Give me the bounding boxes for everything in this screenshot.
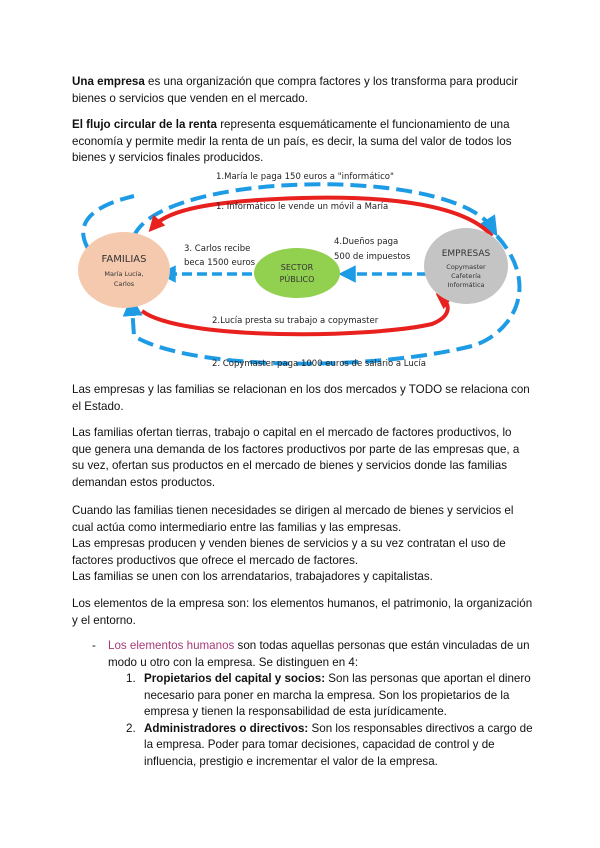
duenos-impuestos-line-1: 4.Dueños paga xyxy=(334,237,399,247)
elementos-list xyxy=(72,638,534,770)
empresas-member-2: Cafetería xyxy=(451,272,481,280)
list-item-elementos-humanos xyxy=(72,638,534,770)
elementos-humanos-sublist xyxy=(108,671,534,770)
list-dash: - xyxy=(92,639,96,652)
sublist-number: 1. xyxy=(126,672,136,685)
sublist-number: 2. xyxy=(126,721,136,735)
familias-members-1: María Lucía, xyxy=(104,270,144,278)
flujo-term: El flujo circular de la renta xyxy=(72,118,217,131)
sublist-item-administradores xyxy=(108,721,534,771)
paragraph-familias-ofertan: Las familias ofertan tierras, trabajo o capital en el mercado de factores productivos, lo que genera una demanda de los factores productivos por parte de las empresas que, a su vez, ofertan sus productos en el mercado de bienes y servicios donde las familias demandan estos productos. xyxy=(72,426,520,489)
flujo-paragraph xyxy=(72,117,534,167)
administradores-term: Administradores o directivos: xyxy=(144,721,309,735)
propietarios-text: Son las personas que aportan el dinero necesario para poner en marcha la empresa. Son los propietarios de la empresa y tienen la responsabilidad de esta jurídicamente. xyxy=(144,672,531,718)
intro-text: es una organización que compra factores y los transforma para producir bienes o servicios que venden en el mercado. xyxy=(72,75,518,105)
familias-members-2: Carlos xyxy=(113,280,135,288)
sector-line-1: SECTOR xyxy=(280,263,314,272)
elementos-humanos-text: son todas aquellas personas que están vinculadas de un modo u otro con la empresa. Se distinguen en 4: xyxy=(108,639,530,669)
sector-line-2: PÚBLICO xyxy=(279,275,315,284)
intro-paragraph xyxy=(72,74,534,107)
duenos-impuestos-line-2: 500 de impuestos xyxy=(334,252,411,262)
sublist-item-propietarios xyxy=(108,671,534,721)
elementos-humanos-term: Los elementos humanos xyxy=(108,639,235,652)
empresas-member-1: Copymaster xyxy=(446,263,486,271)
empresas-title: EMPRESAS xyxy=(441,249,491,259)
red-top-flow-label: 1. Informático le vende un móvil a María xyxy=(216,202,389,212)
circular-flow-svg xyxy=(72,166,534,376)
top-flow-label: 1.María le paga 150 euros a "informático" xyxy=(216,172,394,182)
sector-ellipse xyxy=(254,248,340,298)
carlos-beca-line-1: 3. Carlos recibe xyxy=(184,244,251,254)
circular-flow-diagram xyxy=(72,166,534,376)
propietarios-term: Propietarios del capital y socios: xyxy=(144,672,326,685)
paragraph-relacion: Las empresas y las familias se relacionan en los dos mercados y TODO se relaciona con el Estado. xyxy=(72,383,530,413)
carlos-beca-line-2: beca 1500 euros xyxy=(184,258,256,268)
intro-term: Una empresa xyxy=(72,75,145,88)
paragraph-empresas-producen: Las empresas producen y venden bienes de servicios y a su vez contratan el uso de factores productivos que ofrece el mercado de factores. xyxy=(72,537,506,567)
red-bottom-flow-label: 2.Lucía presta su trabajo a copymaster xyxy=(212,316,379,326)
administradores-text: Son los responsables directivos a cargo de la empresa. Poder para tomar decisiones, capacidad de control y de influencia, prestigio e incrementar el valor de la empresa. xyxy=(144,721,533,768)
paragraph-familias-unen: Las familias se unen con los arrendatarios, trabajadores y capitalistas. xyxy=(72,570,433,583)
paragraph-necesidades: Cuando las familias tienen necesidades se dirigen al mercado de bienes y servicios el cual actúa como intermediario entre las familias y las empresas. xyxy=(72,504,514,534)
bottom-flow-label: 2. Copymaster paga 1000 euros de salario a Lucía xyxy=(212,359,426,369)
familias-title: FAMILIAS xyxy=(101,254,147,265)
empresas-member-3: Informática xyxy=(447,281,485,289)
paragraph-elementos: Los elementos de la empresa son: los elementos humanos, el patrimonio, la organización y el entorno. xyxy=(72,597,533,627)
flujo-text: representa esquemáticamente el funcionamiento de una economía y permite medir la renta de un país, es decir, la suma del valor de todos los bienes y servicios finales producidos. xyxy=(72,118,512,164)
